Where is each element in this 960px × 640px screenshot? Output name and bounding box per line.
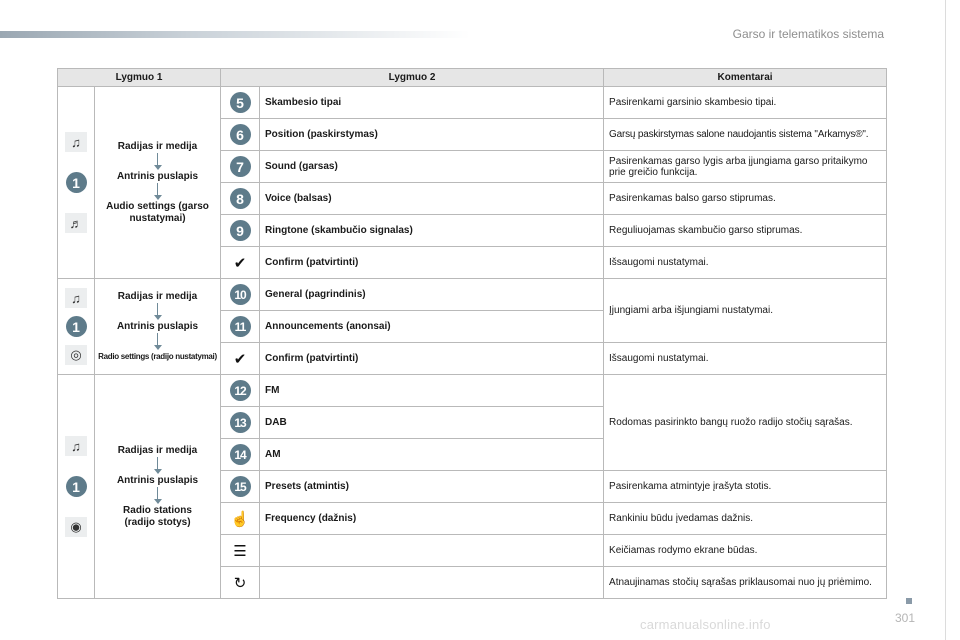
level2-label: DAB	[260, 407, 604, 439]
comment: Išsaugomi nustatymai.	[604, 343, 887, 375]
comment: Keičiamas rodymo ekrane būdas.	[604, 535, 887, 567]
comment: Rankiniu būdu įvedamas dažnis.	[604, 503, 887, 535]
number-badge: 10	[230, 284, 251, 305]
level2-label: Position (paskirstymas)	[260, 119, 604, 151]
arrow-down-icon	[154, 183, 162, 201]
header-title: Garso ir telematikos sistema	[732, 27, 884, 41]
number-badge: 7	[230, 156, 251, 177]
level2-label: AM	[260, 439, 604, 471]
radio-settings-icon: ◎	[65, 345, 87, 365]
table-row	[58, 87, 887, 119]
music-note-icon: ♫	[65, 436, 87, 456]
comment: Išsaugomi nustatymai.	[604, 247, 887, 279]
comment: Garsų paskirstymas salone naudojantis sistema "Arkamys®".	[604, 119, 887, 151]
arrow-down-icon	[154, 487, 162, 505]
comment: Rodomas pasirinkto bangų ruožo radijo stočių sąrašas.	[604, 375, 887, 471]
header-comments: Komentarai	[604, 69, 887, 87]
group3-icons	[58, 375, 95, 599]
level2-label: FM	[260, 375, 604, 407]
comment: Reguliuojamas skambučio garso stiprumas.	[604, 215, 887, 247]
music-note-icon: ♫	[65, 132, 87, 152]
comment: Pasirenkami garsinio skambesio tipai.	[604, 87, 887, 119]
group2-icons	[58, 279, 95, 375]
level2-label: Confirm (patvirtinti)	[260, 343, 604, 375]
header-level1: Lygmuo 1	[58, 69, 221, 87]
comment: Pasirenkamas balso garso stiprumas.	[604, 183, 887, 215]
flow-step: Radijas ir medija	[117, 290, 198, 302]
flow-step: Antrinis puslapis	[116, 320, 199, 332]
group3-flow	[95, 375, 221, 599]
number-badge: 12	[230, 380, 251, 401]
settings-table	[57, 68, 887, 599]
arrow-down-icon	[154, 303, 162, 321]
level2-label: Presets (atmintis)	[260, 471, 604, 503]
number-badge: 11	[230, 316, 251, 337]
group1-icons	[58, 87, 95, 279]
checkmark-icon: ✔	[233, 350, 247, 368]
step-badge: 1	[66, 316, 87, 337]
checkmark-icon: ✔	[233, 254, 247, 272]
level2-label: Skambesio tipai	[260, 87, 604, 119]
flow-step: Antrinis puslapis	[116, 474, 199, 486]
page-number: 301	[894, 611, 915, 625]
arrow-down-icon	[154, 333, 162, 351]
number-badge: 14	[230, 444, 251, 465]
music-note-icon: ♫	[65, 288, 87, 308]
display-mode-icon: ☰	[233, 542, 247, 560]
radio-stations-icon: ◉	[65, 517, 87, 537]
number-badge: 15	[230, 476, 251, 497]
group1-flow	[95, 87, 221, 279]
level2-label: Sound (garsas)	[260, 151, 604, 183]
flow-step: Radio settings (radijo nustatymai)	[98, 351, 217, 361]
comment: Atnaujinamas stočių sąrašas priklausomai nuo jų priėmimo.	[604, 567, 887, 599]
step-badge: 1	[66, 172, 87, 193]
watermark: carmanualsonline.info	[640, 617, 771, 632]
table-row	[58, 279, 887, 311]
comment: Pasirenkamas garso lygis arba įjungiama garso pritaikymo prie greičio funkcija.	[604, 151, 887, 183]
arrow-down-icon	[154, 153, 162, 171]
level2-label	[260, 567, 604, 599]
number-badge: 9	[230, 220, 251, 241]
number-badge: 8	[230, 188, 251, 209]
flow-step: Radijas ir medija	[117, 444, 198, 456]
level2-label: Announcements (anonsai)	[260, 311, 604, 343]
header-bar	[0, 31, 470, 38]
number-badge: 5	[230, 92, 251, 113]
table-row	[58, 375, 887, 407]
number-badge: 6	[230, 124, 251, 145]
level2-label: General (pagrindinis)	[260, 279, 604, 311]
arrow-down-icon	[154, 457, 162, 475]
number-badge: 13	[230, 412, 251, 433]
page-marker	[906, 598, 912, 604]
step-badge: 1	[66, 476, 87, 497]
flow-step: Radio stations (radijo stotys)	[123, 504, 192, 528]
comment: Įjungiami arba išjungiami nustatymai.	[604, 279, 887, 343]
level2-label: Voice (balsas)	[260, 183, 604, 215]
level2-label: Ringtone (skambučio signalas)	[260, 215, 604, 247]
comment: Pasirenkama atmintyje įrašyta stotis.	[604, 471, 887, 503]
flow-step: Antrinis puslapis	[116, 170, 199, 182]
level2-label: Confirm (patvirtinti)	[260, 247, 604, 279]
refresh-icon: ↻	[233, 574, 247, 592]
level2-label: Frequency (dažnis)	[260, 503, 604, 535]
right-margin-line	[945, 0, 946, 640]
header-level2: Lygmuo 2	[221, 69, 604, 87]
table-header-row	[58, 69, 887, 87]
flow-step: Radijas ir medija	[117, 140, 198, 152]
flow-step: Audio settings (garso nustatymai)	[106, 200, 209, 224]
touch-hand-icon: ☝	[230, 510, 250, 528]
level2-label	[260, 535, 604, 567]
music-settings-icon: ♬	[65, 213, 87, 233]
group2-flow	[95, 279, 221, 375]
